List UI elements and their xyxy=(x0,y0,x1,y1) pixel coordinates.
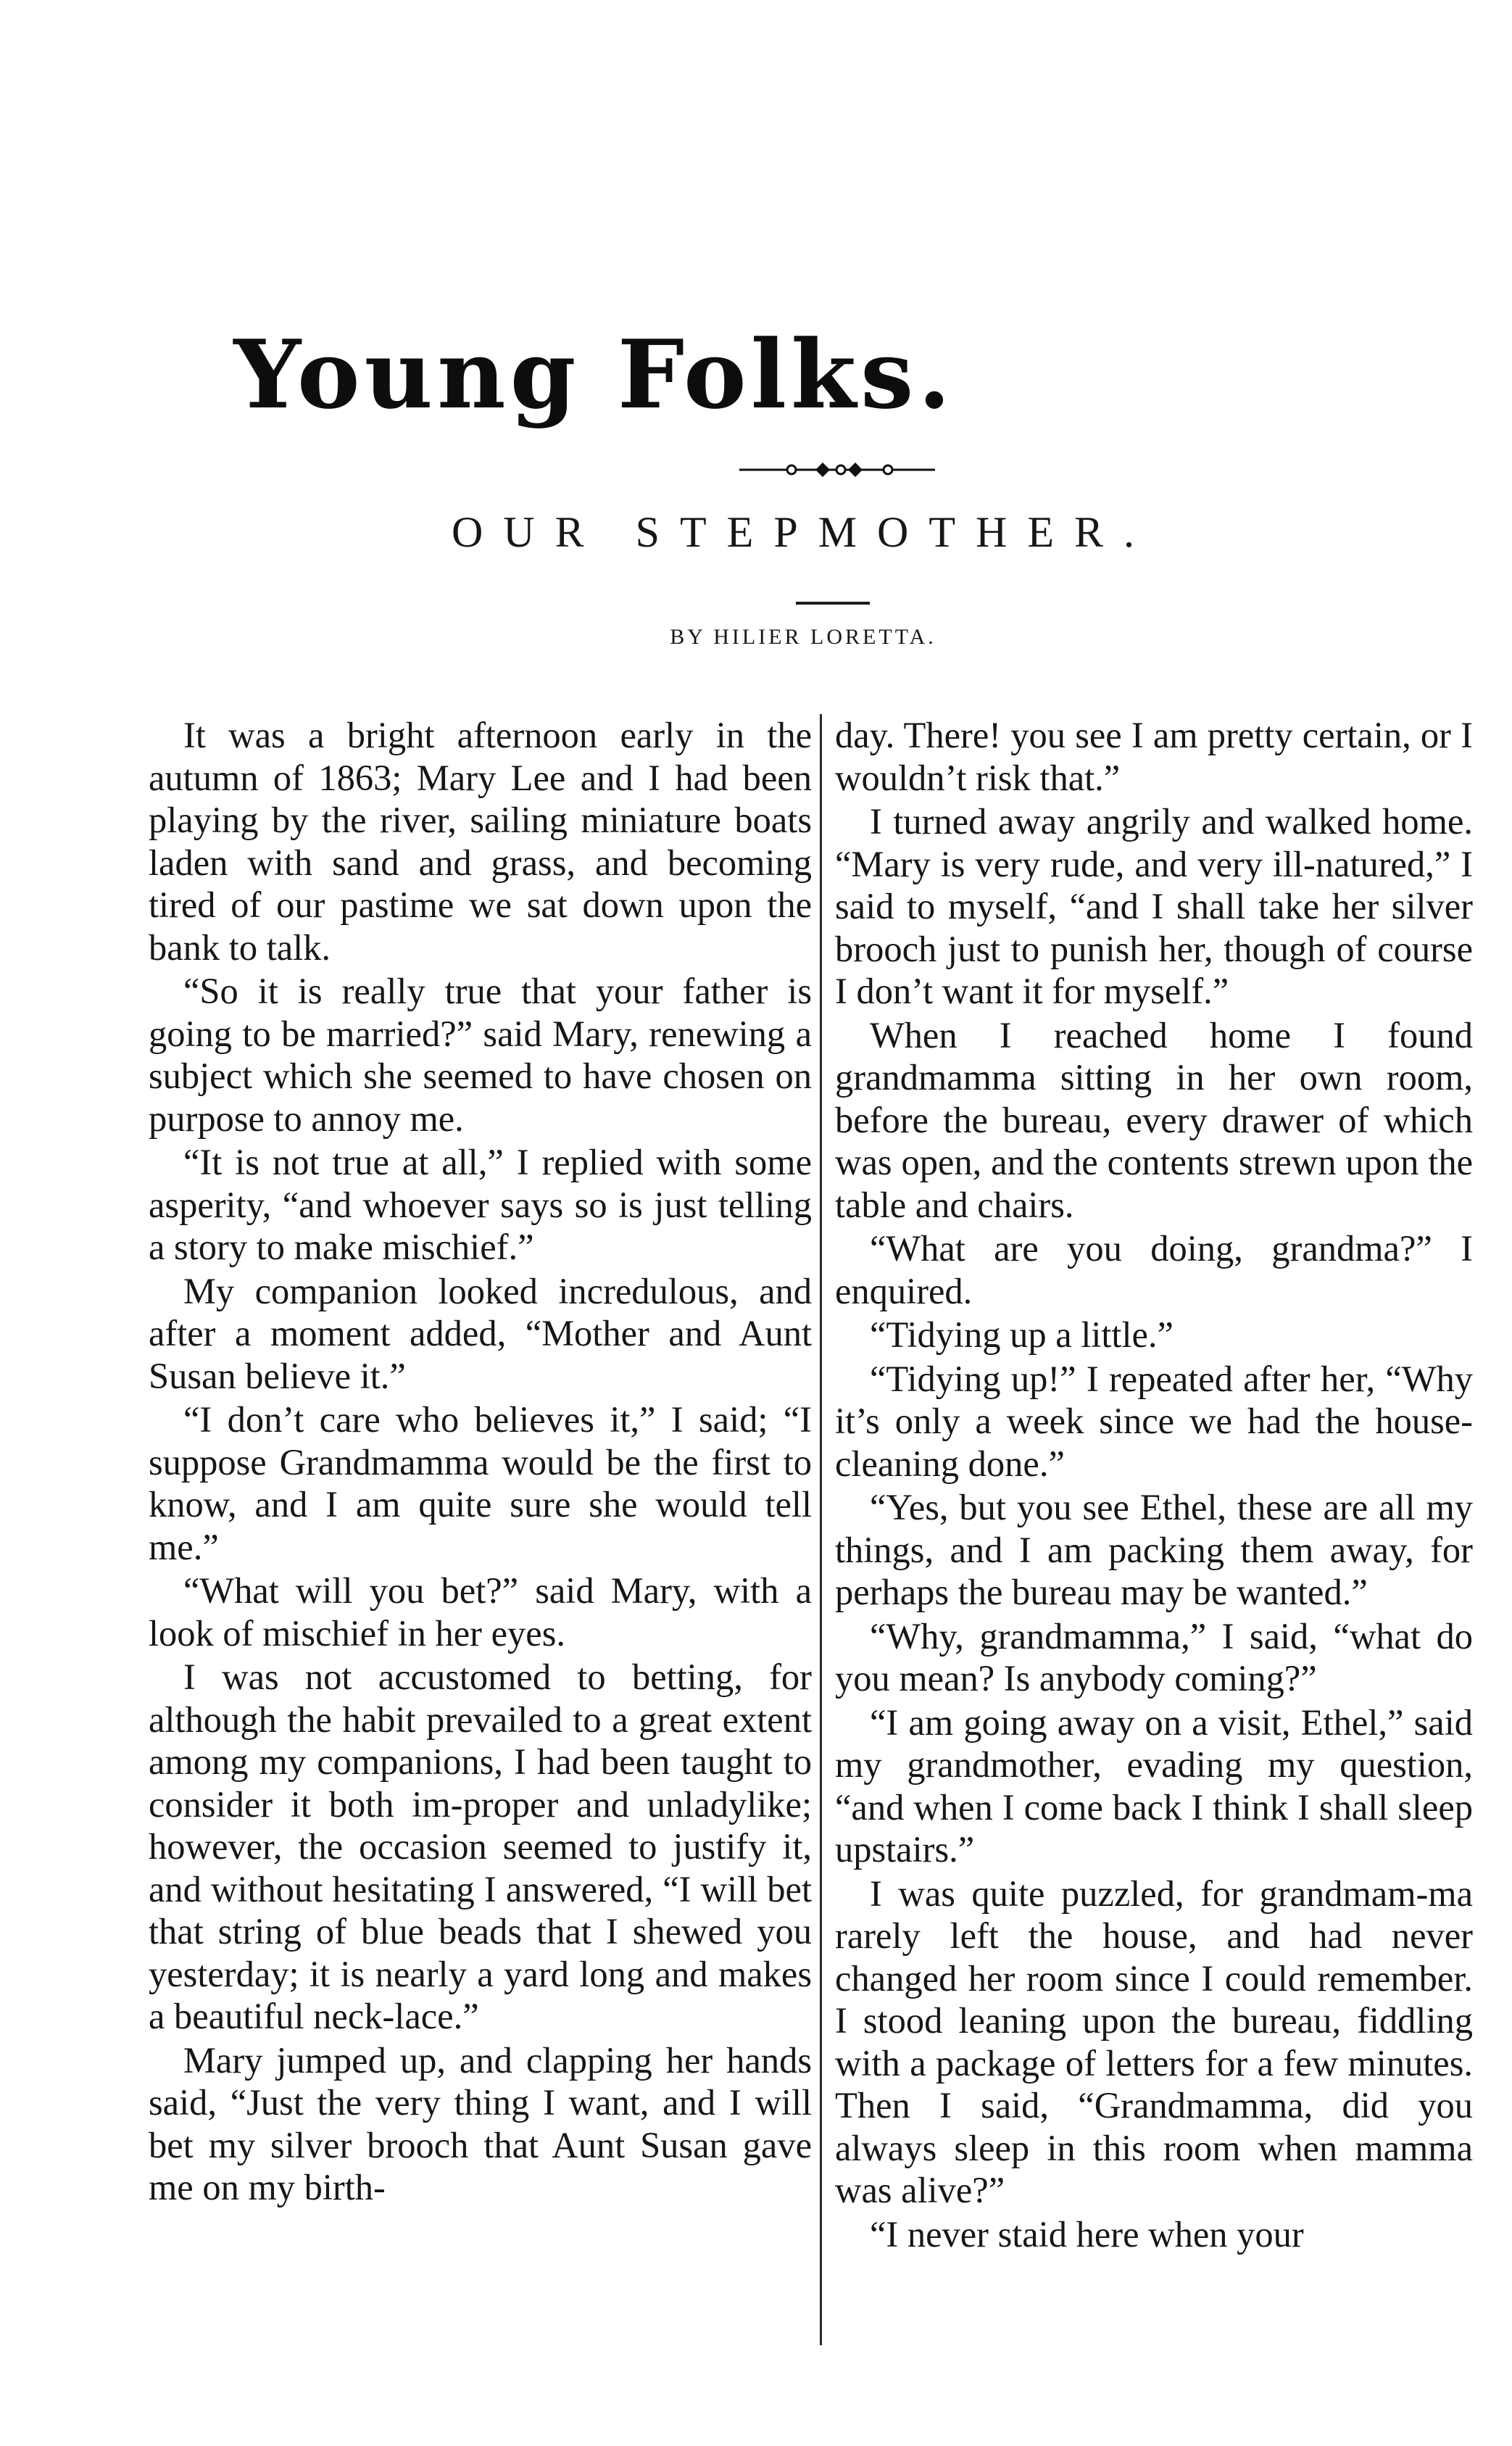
paragraph: “It is not true at all,” I replied with some asperity, “and whoever says so is just telling a story to make mischief.” xyxy=(149,1142,812,1267)
paragraph: “Why, grandmamma,” I said, “what do you mean? Is anybody coming?” xyxy=(835,1615,1473,1699)
paragraph: “So it is really true that your father is going to be married?” said Mary, renewing a subject which she seemed to have chosen on purpose to annoy me. xyxy=(149,971,812,1139)
paragraph: When I reached home I found grandmamma sitting in her own room, before the bureau, every drawer of which was open, and the contents strewn upon the table and chairs. xyxy=(835,1014,1473,1225)
paragraph: My companion looked incredulous, and after a moment added, “Mother and Aunt Susan believe it.” xyxy=(149,1270,812,1396)
paragraph: It was a bright afternoon early in the autumn of 1863; Mary Lee and I had been playing by the river, sailing miniature boats laden with sand and grass, and becoming tired of our pastime we sat down upon the bank to talk. xyxy=(149,715,812,968)
paragraph: Mary jumped up, and clapping her hands said, “Just the very thing I want, and I will bet my silver brooch that Aunt Susan gave me on my birth- xyxy=(149,2039,812,2207)
paragraph: I was quite puzzled, for grandmam-ma rarely left the house, and had never changed her room since I could remember. I stood leaning upon the bureau, fiddling with a package of letters for a few minutes. Then I said, “Grandmamma, did you always sleep in this room when mamma was alive?” xyxy=(835,1873,1473,2210)
left-column xyxy=(149,714,812,2360)
paragraph: I was not accustomed to betting, for although the habit prevailed to a great extent among my companions, I had been taught to consider it both im-proper and unladylike; however, the occasion seemed to justify it, and without hesitating I answered, “I will bet that string of blue beads that I shewed you yesterday; it is nearly a yard long and makes a beautiful neck-lace.” xyxy=(149,1657,812,2036)
paragraph: “I don’t care who believes it,” I said; “I suppose Grandmamma would be the first to know, and I am quite sure she would tell me.” xyxy=(149,1399,812,1567)
paragraph: “I never staid here when your xyxy=(870,2213,1304,2255)
paragraph-continued: day. There! you see I am pretty certain, or I wouldn’t risk that.” xyxy=(835,715,1473,798)
paragraph: “What will you bet?” said Mary, with a look of mischief in her eyes. xyxy=(149,1570,812,1654)
right-column xyxy=(835,714,1473,2360)
story-title: OUR STEPMOTHER. xyxy=(451,508,1155,556)
paragraph: “I am going away on a visit, Ethel,” said my grandmother, evading my question, “and when I come back I think I shall sleep upstairs.” xyxy=(835,1701,1473,1870)
paragraph: “Tidying up a little.” xyxy=(870,1314,1174,1355)
author-byline: BY HILIER LORETTA. xyxy=(670,625,936,649)
paragraph: “Yes, but you see Ethel, these are all my things, and I am packing them away, for perhaps the bureau may be wanted.” xyxy=(835,1487,1473,1612)
title-rule xyxy=(796,602,870,605)
ornament-divider-icon xyxy=(739,459,935,481)
paragraph: I turned away angrily and walked home. “Mary is very rude, and very ill-natured,” I said to myself, “and I shall take her silver brooch just to punish her, though of course I don’t want it for myself.” xyxy=(835,801,1473,1011)
column-divider xyxy=(820,714,822,2345)
paragraph: “Tidying up!” I repeated after her, “Why it’s only a week since we had the house-cleaning done.” xyxy=(835,1358,1473,1484)
paragraph: “What are you doing, grandma?” I enquired. xyxy=(835,1228,1473,1311)
section-heading: Young Folks. xyxy=(233,319,955,430)
